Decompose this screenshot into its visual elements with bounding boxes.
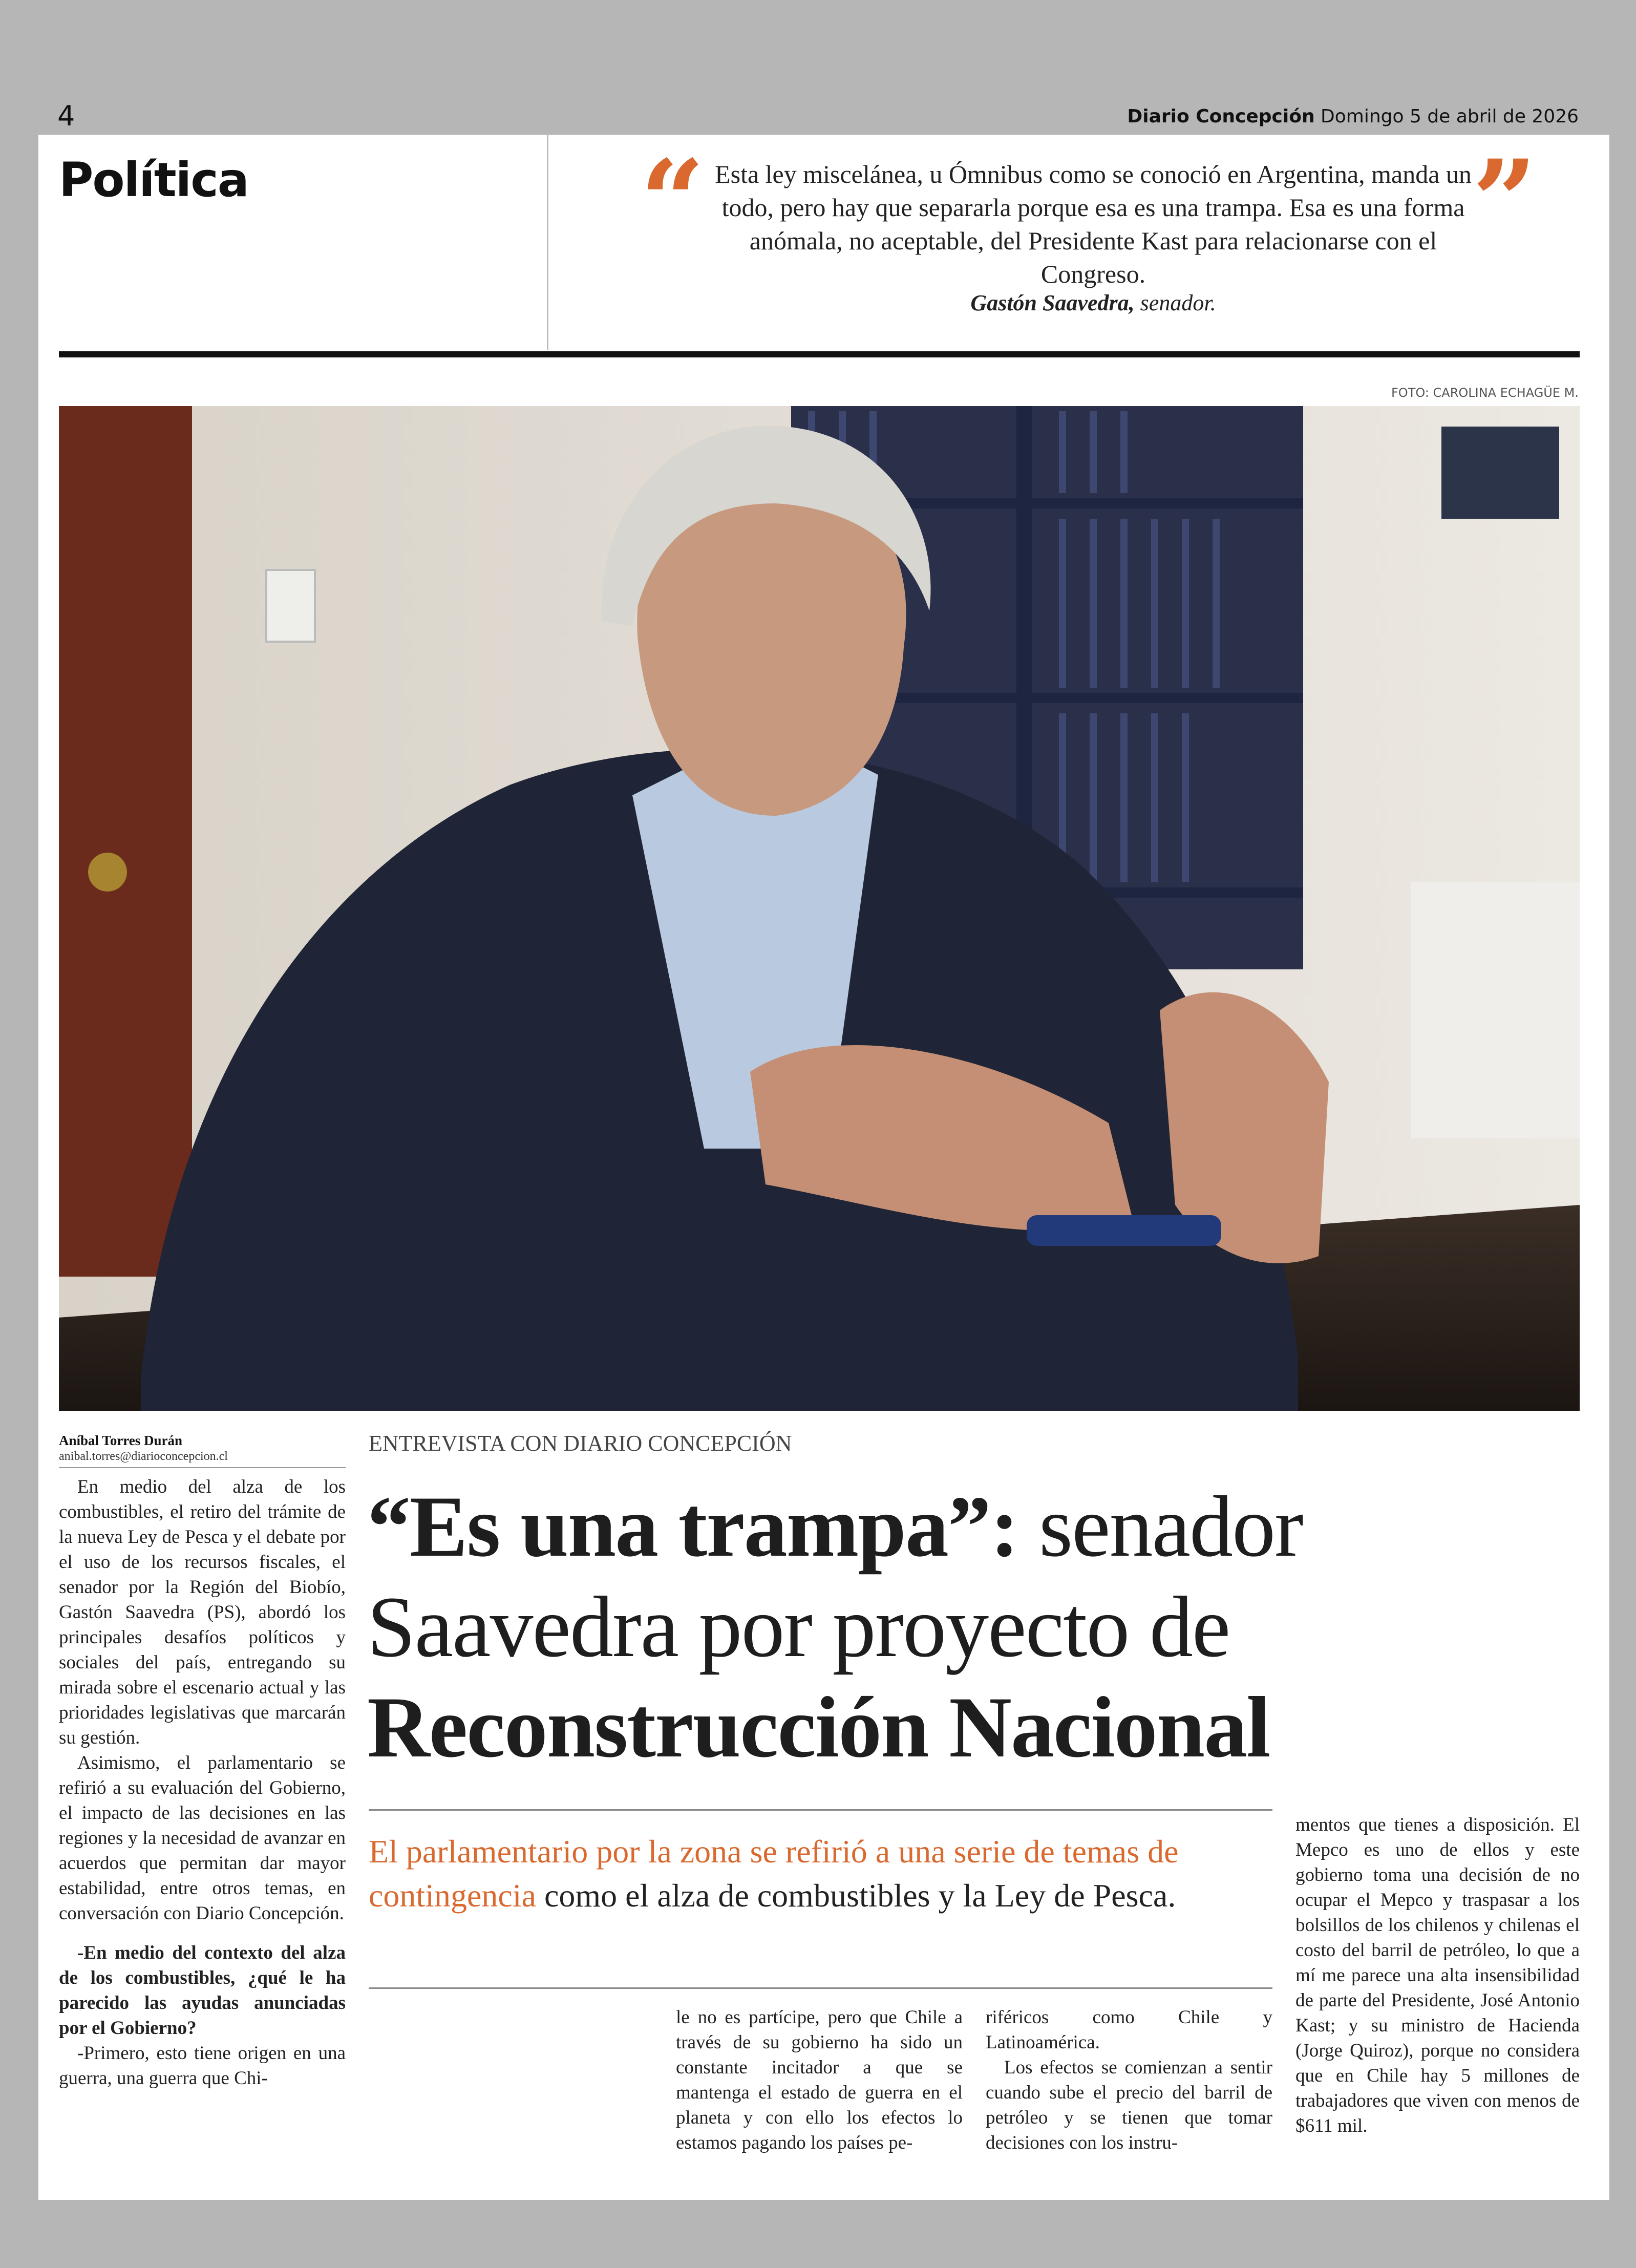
interview-question: -En medio del contexto del alza de los combustibles, ¿qué le ha parecido las ayudas anunciadas por el Gobierno? [59, 1942, 346, 2039]
dateline [1127, 106, 1579, 127]
section-title: Política [59, 153, 248, 207]
pull-quote-author: Gastón Saavedra, [970, 290, 1135, 315]
headline-middle: senador Saavedra por proyecto de [367, 1478, 1303, 1675]
paragraph: le no es partícipe, pero que Chile a través de su gobierno ha sido un constante incitador a que se mantenga el estado de guerra en el planeta y con ello los efectos lo estamos pagando los países pe- [676, 2007, 963, 2153]
pull-quote-attribution [714, 290, 1472, 316]
article-headline [367, 1476, 1545, 1777]
pull-quote-text: Esta ley miscelánea, u Ómnibus como se conoció en Argentina, manda un todo, pero hay que separarla porque esa es una trampa. Esa es una forma anómala, no aceptable, del Presidente Kast para relacionarse con el Congreso. [715, 160, 1472, 288]
paragraph: mentos que tienes a disposición. El Mepco es uno de ellos y este gobierno toma una decisión de no ocupar el Mepco y traspasar a los bolsillos de los chilenos y chilenas el costo del barril de petróleo, lo que a mí me parece una alta insensibilidad de parte del Presidente, José Antonio Kast; y su ministro de Hacienda (Jorge Quiroz), porque no considera que en Chile hay 5 millones de trabajadores que viven con menos de $611 mil. [1295, 1814, 1580, 2136]
dek-rule-top [369, 1809, 1272, 1811]
byline-divider [59, 1467, 346, 1468]
article-kicker: ENTREVISTA CON DIARIO CONCEPCIÓN [369, 1431, 792, 1456]
paragraph: Asimismo, el parlamentario se refirió a su evaluación del Gobierno, el impacto de las decisiones en las regiones y la necesidad de avanzar en acuerdos que permitan dar mayor estabilidad, entre otros temas, en conversación con Diario Concepción. [59, 1752, 346, 1924]
dek-highlight: El parlamentario por la zona se refirió a una serie de temas de contingencia [369, 1833, 1179, 1914]
byline-name: Aníbal Torres Durán [59, 1433, 183, 1448]
paragraph: En medio del alza de los combustibles, el retiro del trámite de la nueva Ley de Pesca y el debate por el uso de los recursos fiscales, el senador por la Región del Biobío, Gastón Saavedra (PS), abordó los principales desafíos políticos y sociales del país, entregando su mirada sobre el escenario actual y las prioridades legislativas que marcarán su gestión. [59, 1476, 346, 1748]
article-dek [369, 1830, 1272, 1918]
paragraph: riféricos como Chile y Latinoamérica. [986, 2007, 1272, 2053]
headline-quote: “Es una trampa”: [367, 1478, 1018, 1575]
paragraph: Los efectos se comienzan a sentir cuando sube el precio del barril de petróleo y se tienen que tomar decisiones con los instru- [986, 2057, 1272, 2153]
publication-name: Diario Concepción [1127, 106, 1315, 127]
issue-date: Domingo 5 de abril de 2026 [1321, 106, 1579, 127]
newspaper-page [38, 135, 1609, 2200]
article-column-5 [1295, 1812, 1580, 2138]
senator-photo [59, 406, 1580, 1411]
article-column-4 [986, 2005, 1272, 2155]
open-quote-icon: “ [640, 135, 705, 267]
page-header [57, 95, 1579, 136]
close-quote-icon: ” [1472, 135, 1537, 267]
header-divider [547, 135, 548, 350]
paragraph: -Primero, esto tiene origen en una guerra, una guerra que Chi- [59, 2043, 346, 2089]
dek-text: como el alza de combustibles y la Ley de Pesca. [544, 1877, 1176, 1914]
headline-project: Reconstrucción Nacional [367, 1679, 1270, 1775]
pull-quote-role: senador. [1140, 290, 1216, 315]
byline-email: anibal.torres@diarioconcepcion.cl [59, 1450, 228, 1463]
photo-credit: FOTO: CAROLINA ECHAGÜE M. [1391, 386, 1579, 400]
page-number: 4 [57, 100, 75, 132]
dek-rule-bottom [369, 1987, 1272, 1989]
article-column-3 [676, 2005, 963, 2155]
article-column-1 [59, 1474, 346, 2091]
photo-illustration [59, 406, 1580, 1411]
header-rule [59, 351, 1580, 357]
